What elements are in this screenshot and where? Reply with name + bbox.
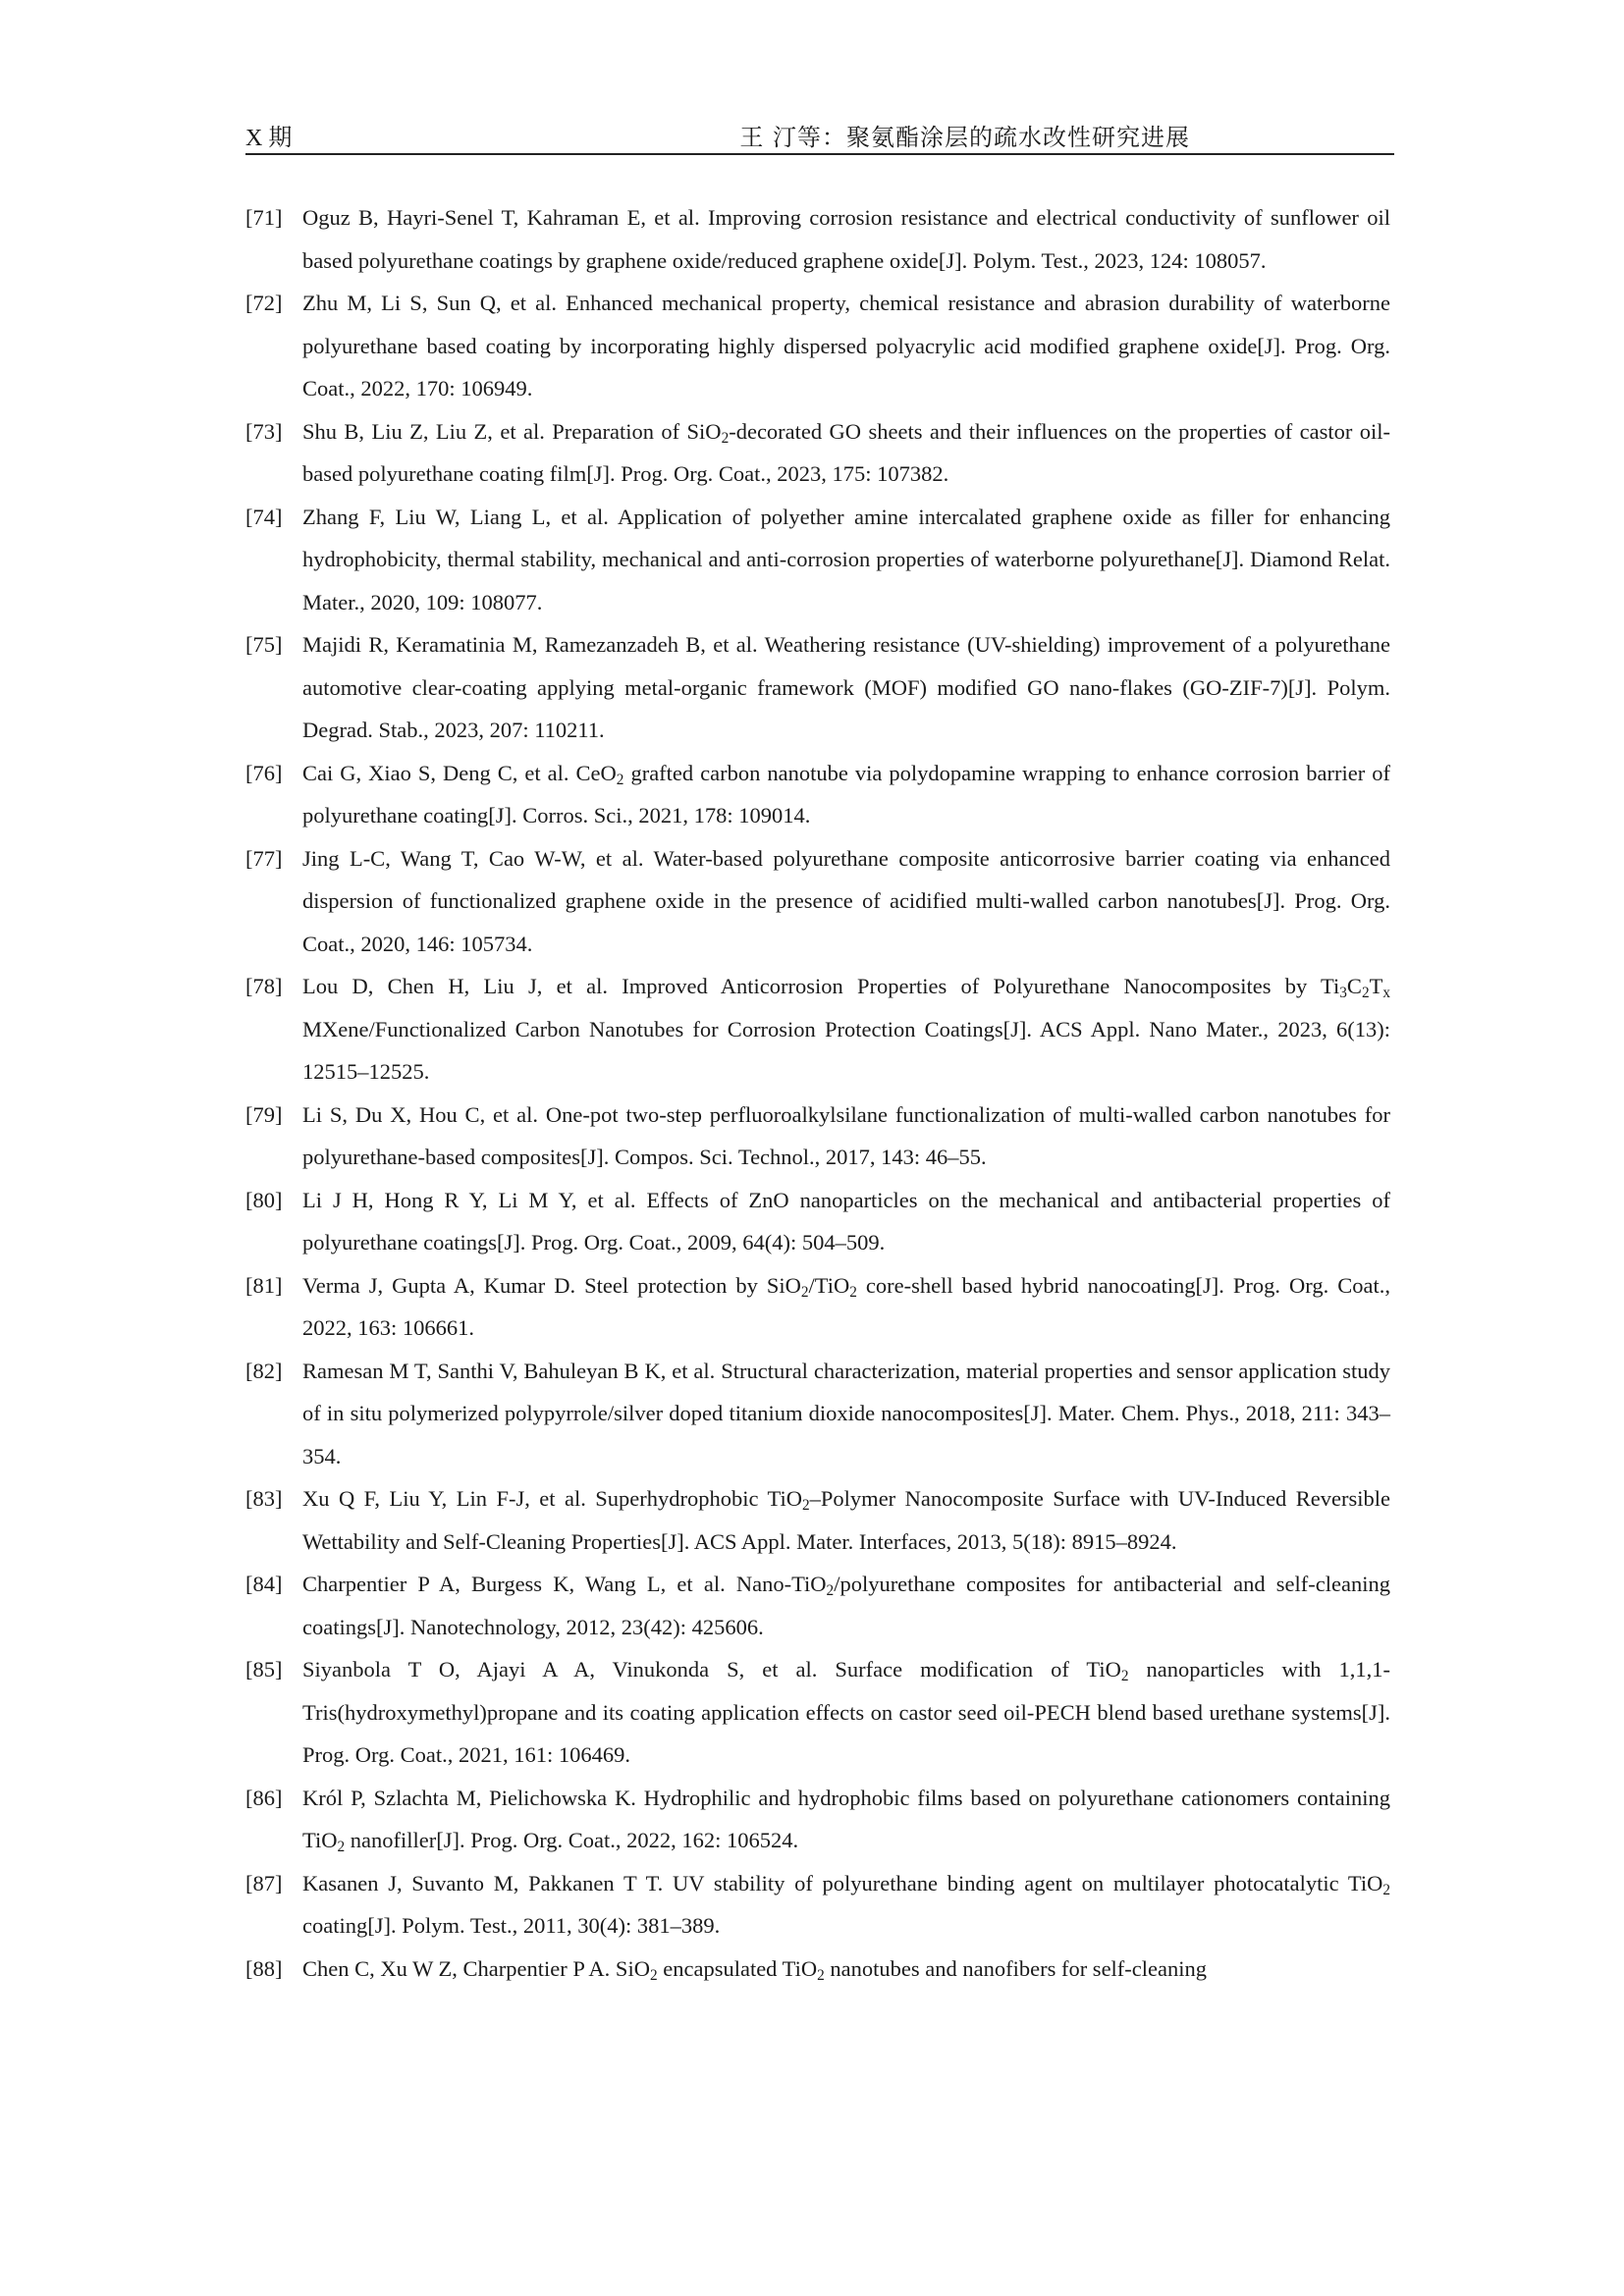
reference-text: Zhang F, Liu W, Liang L, et al. Application of polyether amine intercalated graphene oxide as filler for enhancing hydrophobicity, thermal stability, mechanical and anti-corrosion properties of waterborne polyurethane[J]. Diamond Relat. Mater., 2020, 109: 108077. [302, 504, 1390, 614]
reference-entry [245, 1179, 1390, 1264]
reference-number: [85] [245, 1657, 283, 1682]
reference-number: [75] [245, 632, 283, 657]
reference-number: [87] [245, 1870, 283, 1896]
reference-number: [82] [245, 1358, 283, 1383]
reference-text: Jing L-C, Wang T, Cao W-W, et al. Water-based polyurethane composite anticorrosive barrier coating via enhanced dispersion of functionalized graphene oxide in the presence of acidified multi-walled carbon nanotubes[J]. Prog. Org. Coat., 2020, 146: 105734. [302, 845, 1390, 956]
reference-entry [245, 623, 1390, 752]
reference-number: [73] [245, 418, 283, 444]
issue-label: X 期 [245, 126, 293, 151]
reference-entry [245, 837, 1390, 966]
reference-entry [245, 1777, 1390, 1862]
reference-entry [245, 1948, 1390, 1991]
reference-text: Ramesan M T, Santhi V, Bahuleyan B K, et al. Structural characterization, material properties and sensor application study of in situ polymerized polypyrrole/silver doped titanium dioxide nanocomposites[J]. Mater. Chem. Phys., 2018, 211: 343–354. [302, 1358, 1390, 1468]
reference-text: Król P, Szlachta M, Pielichowska K. Hydrophilic and hydrophobic films based on polyurethane cationomers containing TiO$_2$ nanofiller[J]. Prog. Org. Coat., 2022, 162: 106524. [302, 1785, 1390, 1855]
reference-entry [245, 965, 1390, 1094]
reference-text: Siyanbola T O, Ajayi A A, Vinukonda S, et al. Surface modification of TiO$_2$ nanoparticles with 1,1,1-Tris(hydroxymethyl)propane and its coating application effects on castor seed oil-PECH blend based urethane systems[J]. Prog. Org. Coat., 2021, 161: 106469. [302, 1657, 1390, 1767]
reference-number: [76] [245, 760, 283, 785]
reference-number: [78] [245, 974, 283, 998]
running-header [245, 114, 1394, 153]
reference-entry [245, 282, 1390, 410]
reference-number: [77] [245, 845, 283, 871]
reference-text: Majidi R, Keramatinia M, Ramezanzadeh B, et al. Weathering resistance (UV-shielding) improvement of a polyurethane automotive clear-coating applying metal-organic framework (MOF) modified GO nano-flakes (GO-ZIF-7)[J]. Polym. Degrad. Stab., 2023, 207: 110211. [302, 632, 1390, 742]
reference-text: Xu Q F, Liu Y, Lin F-J, et al. Superhydrophobic TiO$_2$–Polymer Nanocomposite Surface with UV-Induced Reversible Wettability and Self-Cleaning Properties[J]. ACS Appl. Mater. Interfaces, 2013, 5(18): 8915–8924. [302, 1486, 1390, 1554]
reference-text: Li S, Du X, Hou C, et al. One-pot two-step perfluoroalkylsilane functionalization of multi-walled carbon nanotubes for polyurethane-based composites[J]. Compos. Sci. Technol., 2017, 143: 46–55. [302, 1101, 1390, 1169]
reference-text: Shu B, Liu Z, Liu Z, et al. Preparation of SiO$_2$-decorated GO sheets and their influences on the properties of castor oil-based polyurethane coating film[J]. Prog. Org. Coat., 2023, 175: 107382. [302, 418, 1390, 486]
reference-entry [245, 1862, 1390, 1948]
reference-entry [245, 1563, 1390, 1648]
reference-entry [245, 1648, 1390, 1777]
reference-entry [245, 1264, 1390, 1350]
reference-text: Verma J, Gupta A, Kumar D. Steel protection by SiO$_2$/TiO$_2$ core-shell based hybrid nanocoating[J]. Prog. Org. Coat., 2022, 163: 106661. [302, 1272, 1391, 1340]
reference-text: Zhu M, Li S, Sun Q, et al. Enhanced mechanical property, chemical resistance and abrasion durability of waterborne polyurethane based coating by incorporating highly dispersed polyacrylic acid modified graphene oxide[J]. Prog. Org. Coat., 2022, 170: 106949. [302, 291, 1390, 400]
reference-number: [84] [245, 1572, 283, 1596]
reference-text: Chen C, Xu W Z, Charpentier P A. SiO$_2$ encapsulated TiO$_2$ nanotubes and nanofibers for self-cleaning [302, 1955, 1208, 1984]
reference-number: [71] [245, 205, 283, 230]
reference-list [245, 196, 1390, 1990]
reference-entry [245, 410, 1390, 496]
reference-entry [245, 752, 1390, 837]
reference-text: Oguz B, Hayri-Senel T, Kahraman E, et al. Improving corrosion resistance and electrical conductivity of sunflower oil based polyurethane coatings by graphene oxide/reduced graphene oxide[J]. Polym. Test., 2023, 124: 108057. [302, 205, 1390, 273]
reference-text: Cai G, Xiao S, Deng C, et al. CeO$_2$ grafted carbon nanotube via polydopamine wrapping to enhance corrosion barrier of polyurethane coating[J]. Corros. Sci., 2021, 178: 109014. [302, 760, 1390, 828]
reference-entry [245, 1094, 1390, 1179]
reference-number: [74] [245, 504, 283, 529]
reference-entry [245, 1350, 1390, 1478]
reference-number: [80] [245, 1187, 283, 1212]
reference-number: [72] [245, 291, 283, 315]
reference-number: [81] [245, 1272, 283, 1298]
running-title: 王 汀等：聚氨酯涂层的疏水改性研究进展 [739, 124, 1190, 151]
reference-number: [88] [245, 1955, 283, 1981]
header-rule [245, 153, 1394, 155]
reference-number: [79] [245, 1101, 283, 1127]
reference-entry [245, 496, 1390, 624]
reference-text: Kasanen J, Suvanto M, Pakkanen T T. UV stability of polyurethane binding agent on multilayer photocatalytic TiO$_2$ coating[J]. Polym. Test., 2011, 30(4): 381–389. [302, 1870, 1390, 1938]
reference-text: Li J H, Hong R Y, Li M Y, et al. Effects of ZnO nanoparticles on the mechanical and antibacterial properties of polyurethane coatings[J]. Prog. Org. Coat., 2009, 64(4): 504–509. [302, 1187, 1390, 1255]
reference-number: [86] [245, 1785, 283, 1810]
reference-entry [245, 196, 1390, 282]
reference-text: Lou D, Chen H, Liu J, et al. Improved Anticorrosion Properties of Polyurethane Nanocomposites by $Ti_3C_2T_x$ MXene/Functionalized Carbon Nanotubes for Corrosion Protection Coatings[J]. ACS Appl. Nano Mater., 2023, 6(13): 12515–12525. [302, 974, 1390, 1084]
reference-number: [83] [245, 1486, 283, 1511]
reference-entry [245, 1477, 1390, 1563]
reference-text: Charpentier P A, Burgess K, Wang L, et al. Nano-TiO$_2$/polyurethane composites for antibacterial and self-cleaning coatings[J]. Nanotechnology, 2012, 23(42): 425606. [302, 1572, 1390, 1639]
